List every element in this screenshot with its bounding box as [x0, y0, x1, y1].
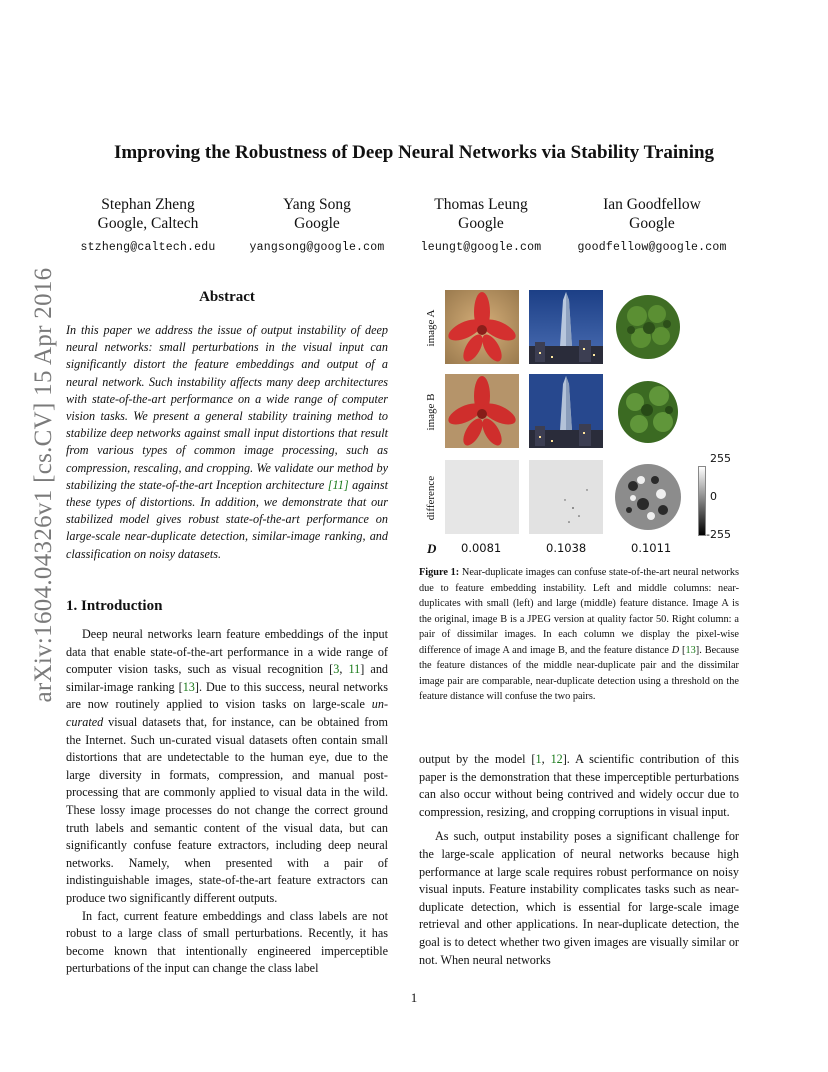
- citation-link[interactable]: 1: [535, 752, 542, 766]
- tree-image-a: [611, 290, 685, 364]
- text: Near-duplicate images can confuse state-of-the-art neural networks due to feature embedding instability. Left and middle columns: near-duplicates with small (left) and large (middle) feature distance. Image A is the original, image B is a JPEG version at quality factor 50. Right column: a pair of dissimilar images. In each column we display the pixel-wise difference of image A and image B, and the feature distance: [419, 567, 739, 656]
- skyscraper-image-b: [529, 374, 603, 448]
- row-label-difference: difference: [425, 475, 437, 521]
- text: ]. A scientific contribution of this paper is the demonstration that these imperceptible perturbations can also occur without being contrived and widely occur due to compression, resizing, and cropping corruptions in visual input.: [419, 752, 739, 819]
- colorbar: [698, 466, 706, 536]
- arxiv-stamp-text: arXiv:1604.04326v1 [cs.CV] 15 Apr 2016: [30, 267, 57, 703]
- author-affiliation: Google: [294, 215, 340, 232]
- paragraph: [419, 751, 739, 821]
- text: ,: [541, 752, 551, 766]
- text: ,: [339, 662, 349, 677]
- author-block: [63, 195, 233, 257]
- text: visual datasets that, for instance, can be obtained from the Internet. Such un-curated visual datasets often contain small distortions that are undetectable to the human eye, due to the large diversity in formats, compression, and manual post-processing that are commonly applied to visual data in the wild. These lossy image processes do not change the correct ground truth labels and semantic content of the visual data, but can significantly confuse feature extractors, including deep neural networks. Namely, when presented with a pair of indistinguishable images, state-of-the-art feature extractors can produce two significantly different outputs.: [66, 714, 388, 905]
- emphasis-text: un-curated: [66, 697, 388, 729]
- distance-label: D: [427, 541, 437, 556]
- author-block: [567, 195, 737, 257]
- colorbar-tick-max: 255: [710, 452, 731, 465]
- flower-image-a: [445, 290, 519, 364]
- right-column-body: [419, 751, 739, 969]
- figure-caption: [419, 565, 739, 705]
- distance-value: 0.1038: [546, 541, 587, 555]
- author-email[interactable]: stzheng@caltech.edu: [80, 241, 216, 254]
- section-heading-introduction: 1. Introduction: [66, 598, 163, 614]
- caption-label: Figure 1:: [419, 567, 460, 578]
- citation-link[interactable]: 11: [348, 662, 361, 677]
- author-name: Thomas Leung: [434, 196, 528, 213]
- author-affiliation: Google, Caltech: [97, 215, 199, 232]
- abstract-text: against these types of distortions. In addition, we demonstrate that our stabilized model gives robust state-of-the-art performance on large-scale near-duplicate detection, similar-image ranking, and classification on noisy datasets.: [66, 477, 388, 561]
- intro-body: [66, 626, 388, 978]
- citation-link[interactable]: 12: [550, 752, 563, 766]
- citation-link[interactable]: 13: [685, 644, 696, 656]
- citation-link[interactable]: 3: [333, 662, 340, 677]
- text: output by the model [: [419, 752, 536, 766]
- page-number: 1: [410, 990, 418, 1005]
- skyscraper-image-a: [529, 290, 603, 364]
- author-email[interactable]: yangsong@google.com: [249, 241, 385, 254]
- emphasis-text: D: [671, 644, 680, 656]
- author-block: [396, 195, 566, 257]
- abstract-heading: Abstract: [199, 289, 255, 305]
- author-affiliation: Google: [458, 215, 504, 232]
- colorbar-tick-zero: 0: [710, 490, 717, 503]
- figure-1: [419, 288, 749, 558]
- text: ] and similar-image ranking [: [66, 662, 389, 694]
- text: [: [679, 644, 686, 656]
- citation-link[interactable]: 13: [182, 679, 195, 694]
- row-label-image-b: image B: [425, 393, 437, 431]
- row-label-image-a: image A: [425, 309, 437, 347]
- author-affiliation: Google: [629, 215, 675, 232]
- text: ]. Due to this success, neural networks are now routinely applied to vision tasks on large-scale: [66, 679, 388, 712]
- text: ]. Because the feature distances of the middle near-duplicate pair and the dissimilar image pair are comparable, near-duplicate detection using a threshold on the feature distance will confuse the two pairs.: [419, 644, 740, 702]
- author-email[interactable]: goodfellow@google.com: [577, 241, 727, 254]
- paragraph: [66, 626, 388, 908]
- difference-image-3: [611, 460, 685, 534]
- author-name: Stephan Zheng: [101, 196, 195, 213]
- citation-link[interactable]: [11]: [327, 477, 349, 492]
- author-email[interactable]: leungt@google.com: [420, 241, 542, 254]
- distance-value: 0.0081: [461, 541, 502, 555]
- difference-image-2: [529, 460, 603, 534]
- paper-title: Improving the Robustness of Deep Neural Networks via Stability Training: [113, 142, 715, 163]
- paragraph: As such, output instability poses a significant challenge for the large-scale application of neural networks because high performance at large scale requires robust performance on noisy visual inputs. Feature instability complicates tasks such as near-duplicate detection, which is essential for large-scale image retrieval and other applications. In near-duplicate detection, the goal is to detect whether two given images are visually similar or not. When neural networks: [419, 829, 739, 967]
- paragraph: In fact, current feature embeddings and class labels are not robust to a large class of small perturbations. Recently, it has become known that intentionally engineered imperceptible perturbations of the input can change the class label: [66, 908, 388, 976]
- distance-value: 0.1011: [631, 541, 672, 555]
- tree-image-b: [611, 374, 685, 448]
- difference-image-1: [445, 460, 519, 534]
- arxiv-stamp: [24, 267, 64, 703]
- colorbar-tick-min: -255: [706, 528, 731, 541]
- abstract-body: [66, 322, 388, 563]
- author-name: Ian Goodfellow: [603, 196, 701, 213]
- author-name: Yang Song: [283, 196, 351, 213]
- abstract-text: In this paper we address the issue of output instability of deep neural networks: small perturbations in the visual input can significantly distort the feature embeddings and output of a neural network. Such instability affects many deep architectures with state-of-the-art performance on a wide range of computer vision tasks. We present a general stability training method to stabilize deep networks against small input distortions that result from various types of common image processing, such as compression, rescaling, and cropping. We validate our method by stabilizing the state-of-the-art Inception architecture: [66, 323, 388, 492]
- text: Deep neural networks learn feature embeddings of the input data that enable state-of-the-art performance in a wide range of computer vision tasks, such as visual recognition [: [66, 627, 388, 677]
- author-block: [232, 195, 402, 257]
- flower-image-b: [445, 374, 519, 448]
